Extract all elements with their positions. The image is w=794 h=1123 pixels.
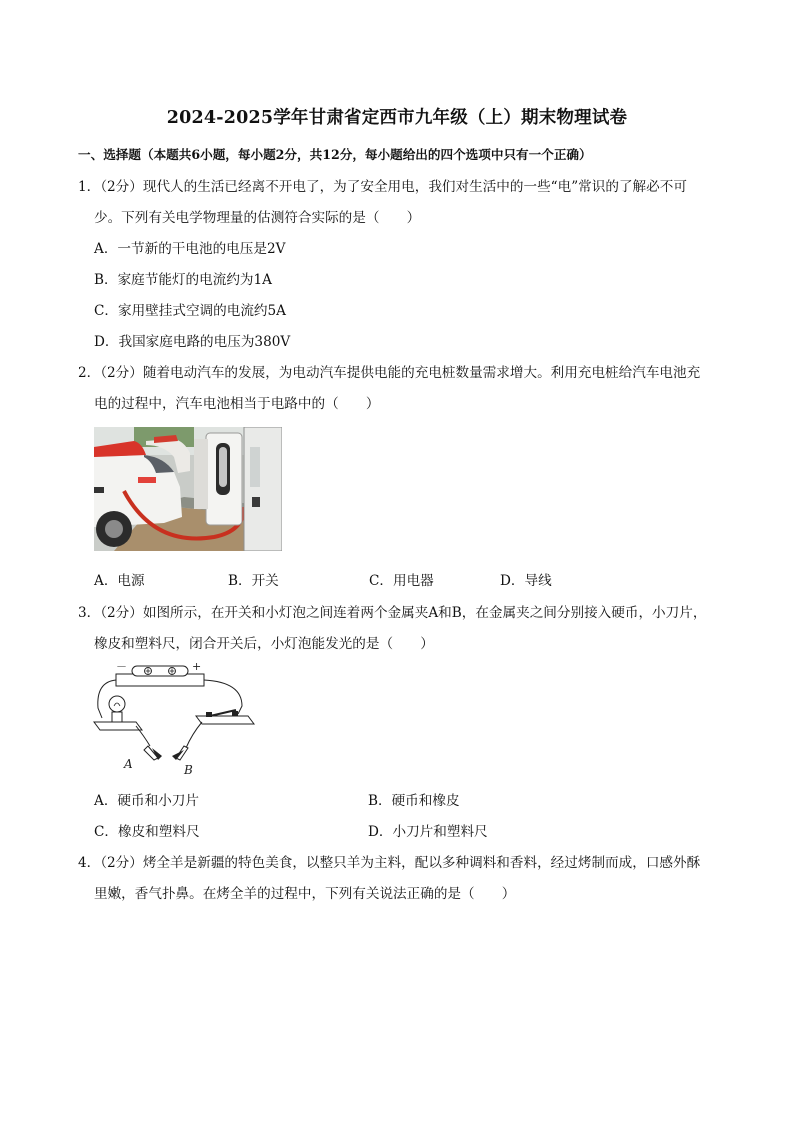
q2-option-d: D．导线: [500, 573, 552, 589]
exam-title: 2024-2025学年甘肃省定西市九年级（上）期末物理试卷: [166, 108, 628, 128]
q1-option-d: D．我国家庭电路的电压为380V: [94, 334, 291, 350]
q3-option-c: C．橡皮和塑料尺: [94, 824, 200, 840]
q1-option-b: B．家庭节能灯的电流约为1A: [94, 272, 272, 288]
circuit-diagram: [92, 660, 258, 778]
q3-stem-line1: 3．（2分）如图所示，在开关和小灯泡之间连着两个金属夹A和B，在金属夹之间分别接入硬币，小刀片，: [78, 605, 707, 621]
q3-option-d: D．小刀片和塑料尺: [368, 824, 488, 840]
q3-option-a: A．硬币和小刀片: [94, 793, 199, 809]
q3-option-b: B．硬币和橡皮: [368, 793, 460, 809]
q1-stem-line1: 1．（2分）现代人的生活已经离不开电了，为了安全用电，我们对生活中的一些“电”常识的了解必不可: [78, 179, 687, 195]
q3-stem-line2: 橡皮和塑料尺，闭合开关后，小灯泡能发光的是（ ）: [94, 636, 434, 652]
clip-b-label: B: [184, 763, 193, 777]
q1-stem-line2: 少。下列有关电学物理量的估测符合实际的是（ ）: [94, 210, 421, 226]
q4-stem-line1: 4．（2分）烤全羊是新疆的特色美食，以整只羊为主料，配以多种调料和香料，经过烤制而成，口感外酥: [78, 855, 701, 871]
q2-stem-line2: 电的过程中，汽车电池相当于电路中的（ ）: [94, 396, 380, 412]
battery-minus-label: －: [116, 660, 127, 673]
q2-option-c: C．用电器: [369, 573, 434, 589]
clip-a-label: A: [124, 757, 133, 771]
q4-stem-line2: 里嫩，香气扑鼻。在烤全羊的过程中，下列有关说法正确的是（ ）: [94, 886, 516, 902]
charging-station-photo: [94, 427, 282, 551]
q2-option-b: B．开关: [228, 573, 279, 589]
q2-stem-line1: 2．（2分）随着电动汽车的发展，为电动汽车提供电能的充电桩数量需求增大。利用充电桩给汽车电池充: [78, 365, 701, 381]
q1-option-c: C．家用壁挂式空调的电流约5A: [94, 303, 286, 319]
q2-option-a: A．电源: [94, 573, 145, 589]
q1-option-a: A．一节新的干电池的电压是2V: [94, 241, 286, 257]
section-heading: 一、选择题（本题共6小题，每小题2分，共12分，每小题给出的四个选项中只有一个正确）: [78, 147, 592, 162]
battery-plus-label: +: [192, 660, 202, 673]
